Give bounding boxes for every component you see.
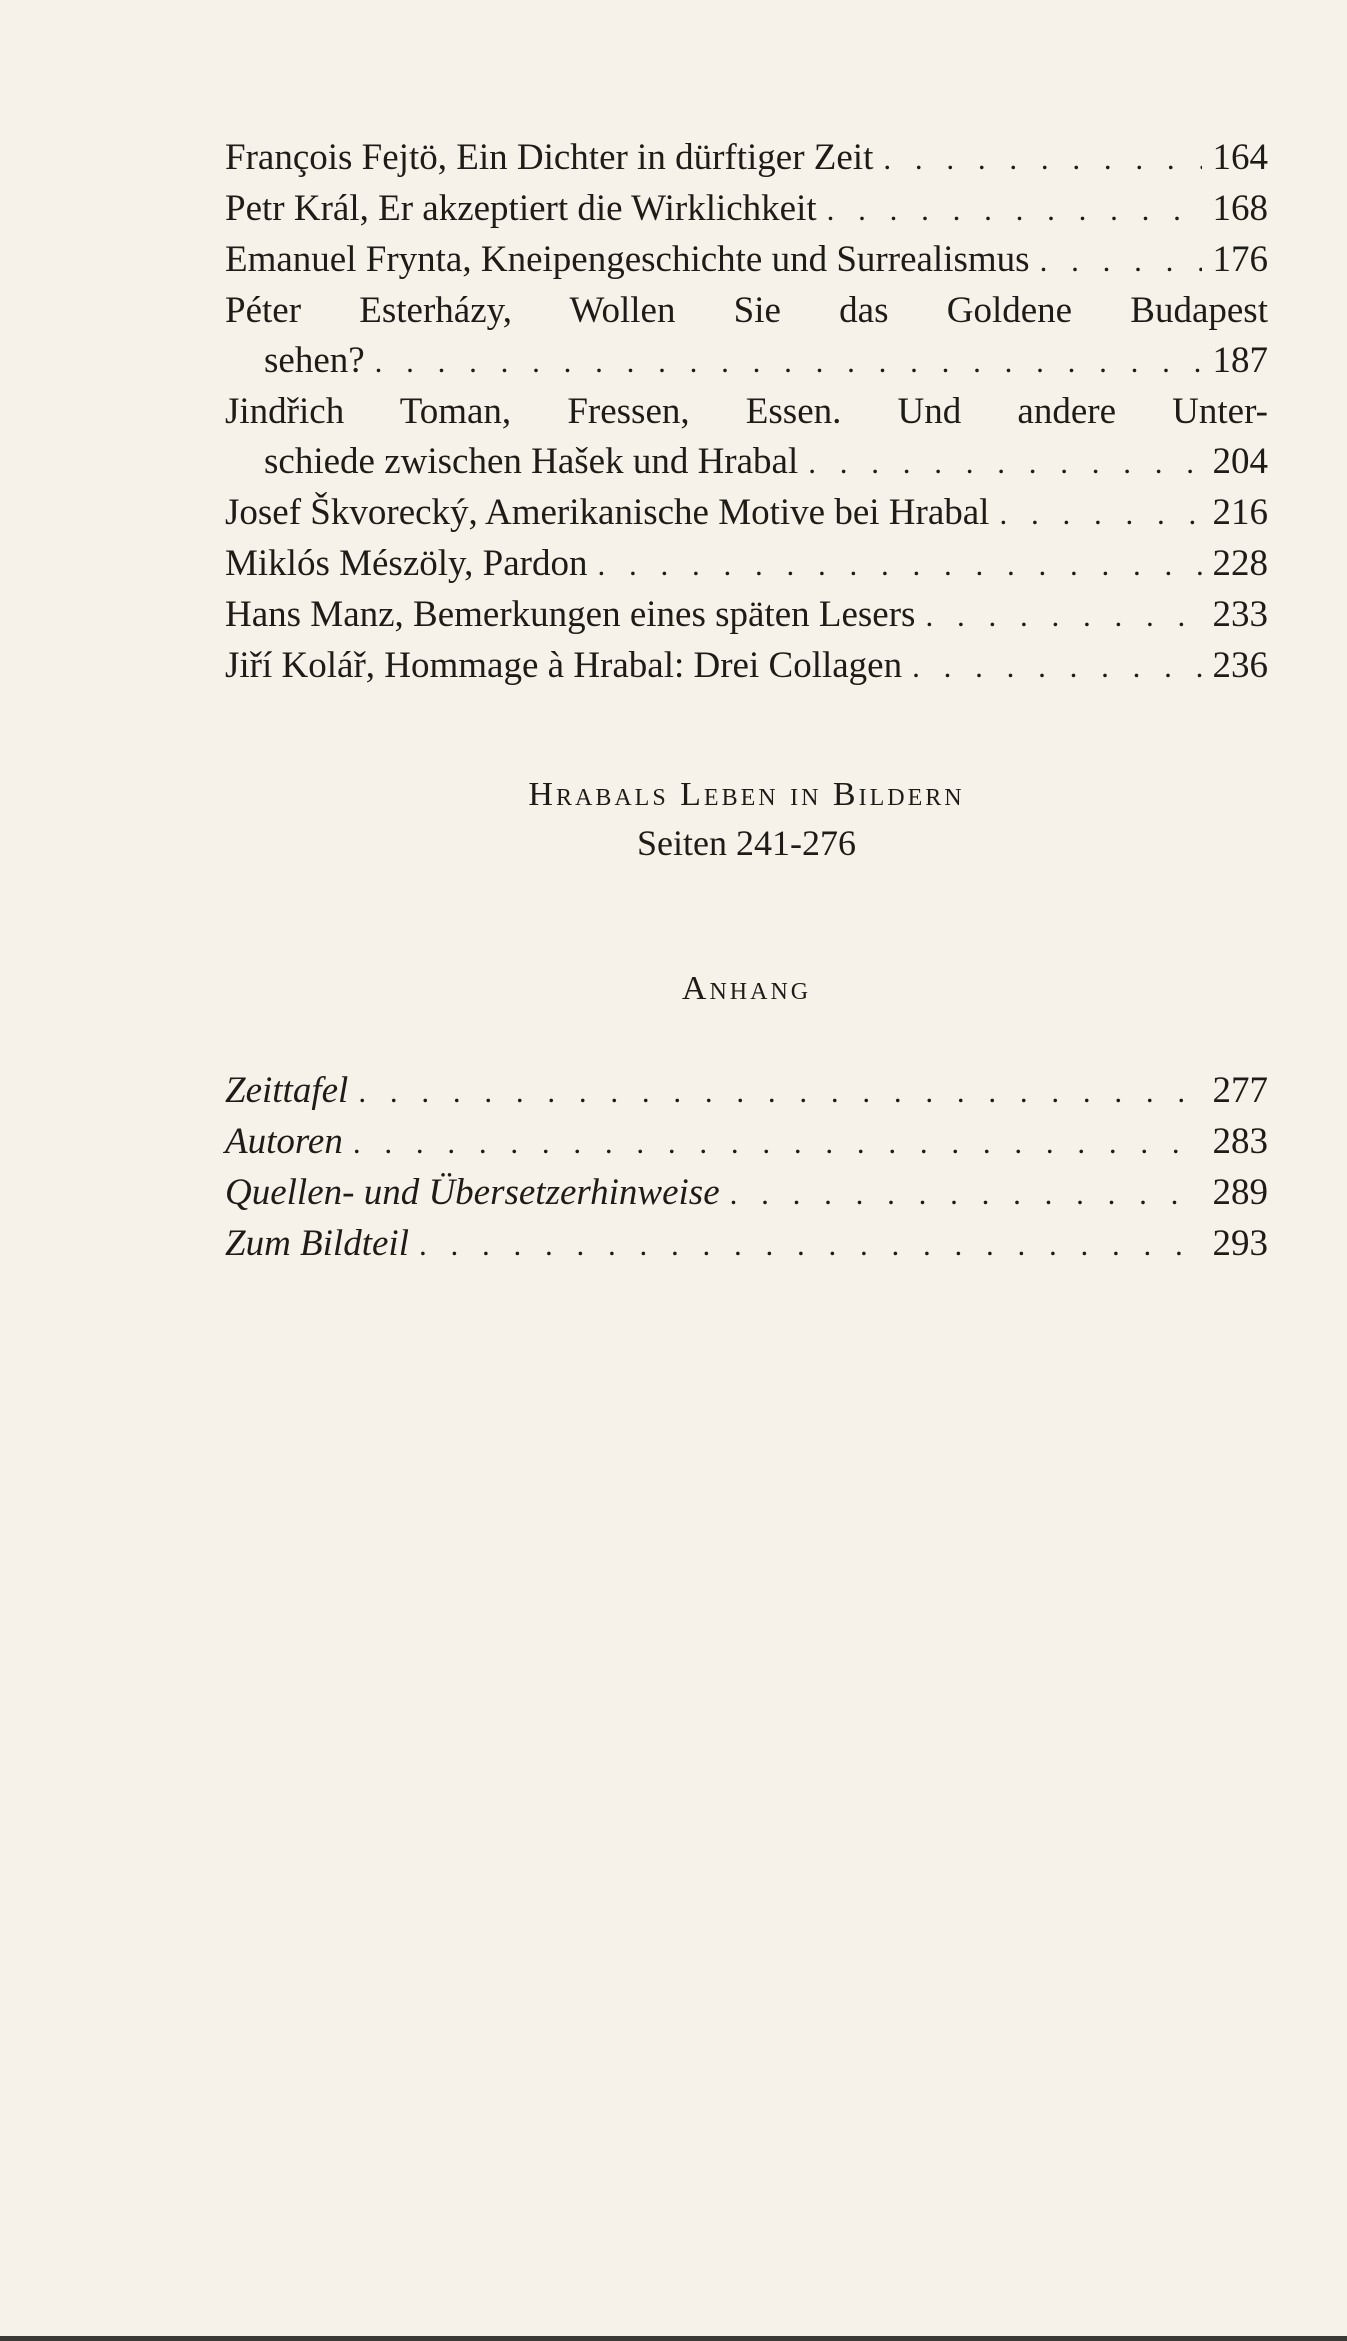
toc-entry [225,1220,1268,1269]
leader-dots [343,1119,1202,1167]
section-subheading: Seiten 241-276 [637,823,856,863]
toc-entry [225,591,1268,640]
toc-entry-title: Zum Bildteil [225,1223,409,1264]
toc-entry [225,388,1268,487]
leader-dots [798,439,1202,487]
toc-entry-page: 176 [1212,239,1268,280]
toc-entry-page: 204 [1212,441,1268,482]
toc-entry-page: 228 [1212,543,1268,584]
leader-dots [720,1170,1202,1218]
leader-dots [365,338,1202,386]
toc-entry-title: Emanuel Frynta, Kneipengeschichte und Surrealismus [225,239,1030,280]
leader-dots [873,135,1202,183]
toc-entry-title: François Fejtö, Ein Dichter in dürftiger Zeit [225,137,874,178]
leader-dots [989,490,1202,538]
leader-dots [409,1221,1202,1269]
toc-entry [225,134,1268,183]
leader-dots [902,643,1202,691]
appendix-heading [225,970,1268,1008]
toc-entry [225,540,1268,589]
appendix-list [225,1067,1268,1271]
toc-entry-page: 236 [1212,645,1268,686]
section-heading: Hrabals Leben in Bildern [528,776,965,813]
toc-entry-page: 168 [1212,188,1268,229]
toc-entry-page: 216 [1212,492,1268,533]
toc-entry-page: 233 [1212,594,1268,635]
table-of-contents [225,134,1268,693]
leader-dots [1030,237,1202,285]
leader-dots [348,1068,1202,1116]
toc-entry [225,287,1268,386]
toc-entry [225,185,1268,234]
toc-entry [225,236,1268,285]
toc-entry-page: 164 [1212,137,1268,178]
toc-entry [225,1067,1268,1116]
toc-entry-title: Quellen- und Übersetzerhinweise [225,1172,720,1213]
toc-entry [225,489,1268,538]
toc-entry-page: 283 [1212,1121,1268,1162]
toc-entry-title: Petr Král, Er akzeptiert die Wirklichkeit [225,188,817,229]
toc-entry-page: 277 [1212,1070,1268,1111]
pictures-section [225,776,1268,864]
toc-entry-title: Jiří Kolář, Hommage à Hrabal: Drei Collagen [225,645,903,686]
page-bottom-edge [0,2336,1347,2341]
toc-entry [225,1169,1268,1218]
toc-entry-title: Miklós Mészöly, Pardon [225,543,588,584]
toc-entry [225,642,1268,691]
toc-entry-page: 289 [1212,1172,1268,1213]
toc-entry-title: Zeittafel [225,1070,349,1111]
toc-entry-title: Hans Manz, Bemerkungen eines späten Lesers [225,594,916,635]
leader-dots [587,541,1202,589]
section-heading: Anhang [681,970,812,1007]
toc-entry-title-line2: sehen? [264,340,365,381]
leader-dots [817,186,1202,234]
toc-entry-title-line1: Jindřich Toman, Fressen, Essen. Und andere Unter- [225,391,1268,432]
toc-entry-title: Autoren [225,1121,343,1162]
leader-dots [915,592,1202,640]
toc-entry [225,1118,1268,1167]
toc-entry-title-line2: schiede zwischen Hašek und Hrabal [264,441,799,482]
toc-entry-title: Josef Škvorecký, Amerikanische Motive bei Hrabal [225,492,990,533]
toc-entry-page: 293 [1212,1223,1268,1264]
toc-entry-title-line1: Péter Esterházy, Wollen Sie das Goldene Budapest [225,290,1268,331]
toc-entry-page: 187 [1212,340,1268,381]
